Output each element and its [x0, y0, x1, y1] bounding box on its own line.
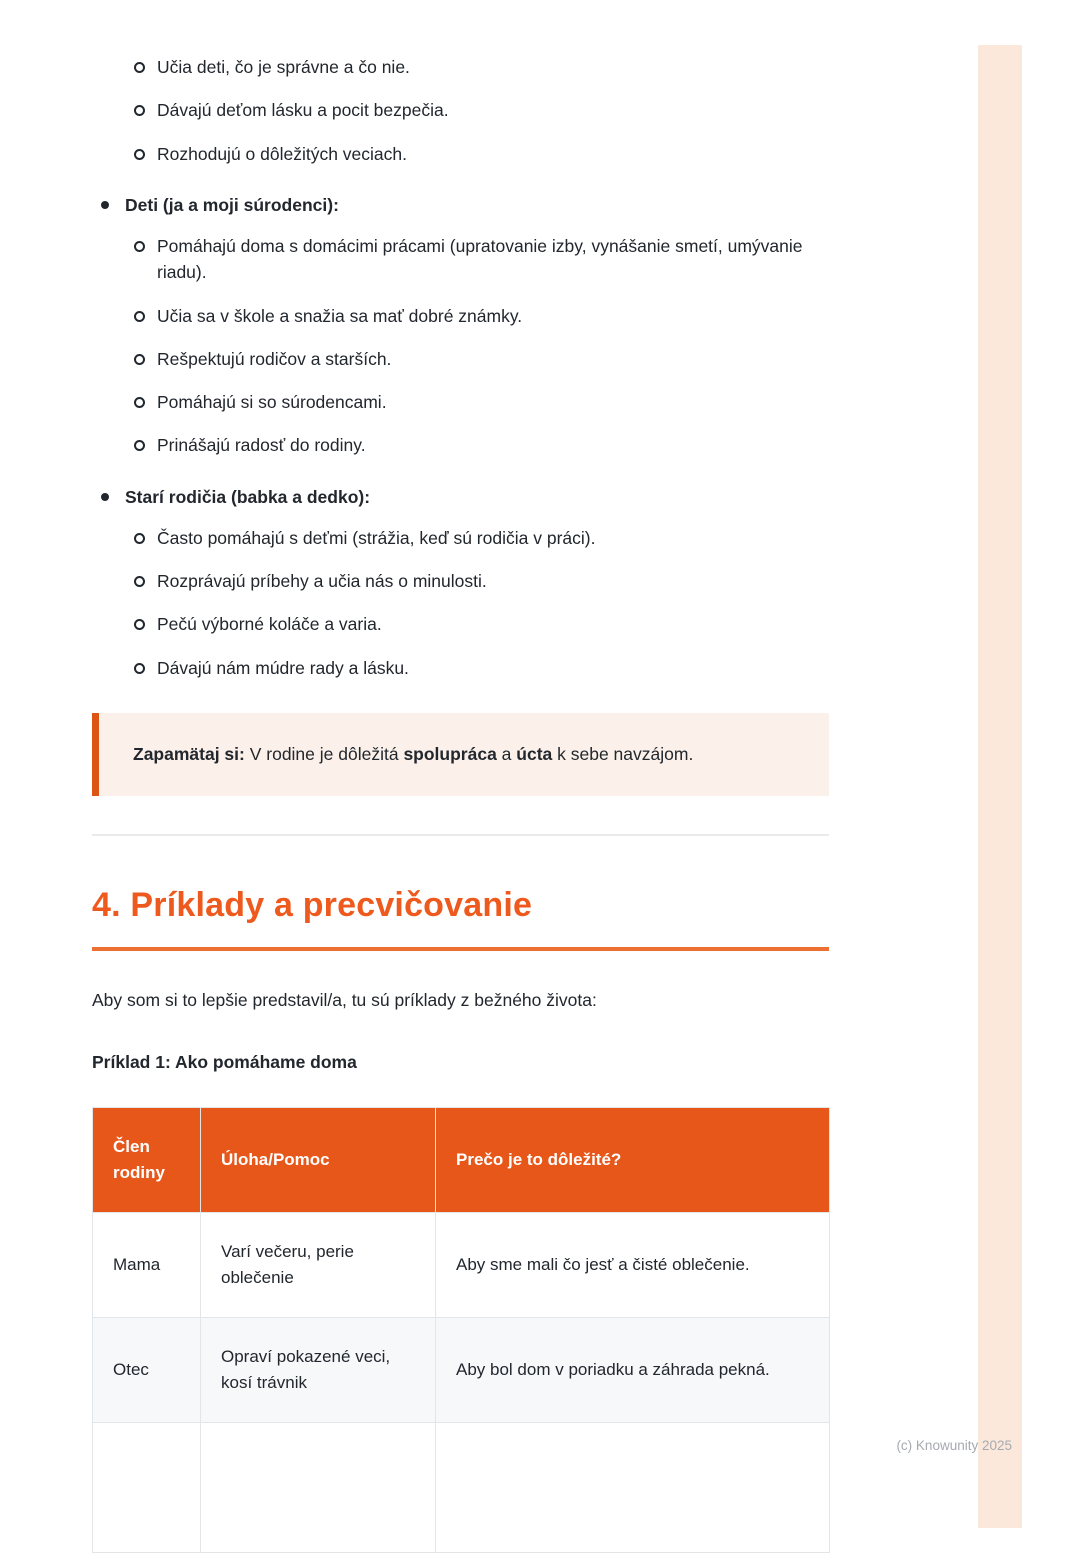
list-item: Dávajú nám múdre rady a lásku. — [92, 655, 829, 681]
table-header-cell: Prečo je to dôležité? — [436, 1108, 830, 1213]
callout-text-part: a — [496, 743, 517, 764]
callout-text — [133, 740, 795, 769]
callout-note — [92, 713, 829, 796]
list-item: Učia deti, čo je správne a čo nie. — [92, 54, 829, 80]
list-item: Učia sa v škole a snažia sa mať dobré známky. — [92, 303, 829, 329]
sublist-children-roles — [92, 233, 829, 459]
list-item: Dávajú deťom lásku a pocit bezpečia. — [92, 97, 829, 123]
right-margin-stripe — [978, 45, 1022, 1528]
table-row — [93, 1213, 830, 1318]
list-group-title-children: Deti (ja a moji súrodenci): — [92, 192, 829, 218]
table-row — [93, 1318, 830, 1423]
table-header-row — [93, 1108, 830, 1213]
list-item: Rešpektujú rodičov a starších. — [92, 346, 829, 372]
table-cell-task: Varí večeru, perie oblečenie — [201, 1213, 436, 1318]
heading-underline — [92, 947, 829, 951]
callout-bold-part: spolupráca — [403, 743, 497, 764]
table-cell-why: Aby sme mali čo jesť a čisté oblečenie. — [436, 1213, 830, 1318]
table-header-cell: Úloha/Pomoc — [201, 1108, 436, 1213]
list-item: Pomáhajú si so súrodencami. — [92, 389, 829, 415]
section-heading: 4. Príklady a precvičovanie — [92, 885, 533, 924]
table-row — [93, 1423, 830, 1553]
table-cell-member — [93, 1423, 201, 1553]
example-heading: Príklad 1: Ako pomáhame doma — [92, 1051, 357, 1072]
table-cell-task: Opraví pokazené veci, kosí trávnik — [201, 1318, 436, 1423]
list-item: Rozhodujú o dôležitých veciach. — [92, 141, 829, 167]
callout-label: Zapamätaj si: — [133, 743, 245, 764]
footer-copyright: (c) Knowunity 2025 — [896, 1438, 1012, 1453]
document-content — [92, 54, 829, 1553]
table-cell-why: Aby bol dom v poriadku a záhrada pekná. — [436, 1318, 830, 1423]
list-item: Prinášajú radosť do rodiny. — [92, 432, 829, 458]
table-cell-member: Otec — [93, 1318, 201, 1423]
example-table — [92, 1107, 830, 1553]
list-item: Pečú výborné koláče a varia. — [92, 611, 829, 637]
list-item: Často pomáhajú s deťmi (strážia, keď sú rodičia v práci). — [92, 525, 829, 551]
callout-text-part: k sebe navzájom. — [552, 743, 694, 764]
table-cell-member: Mama — [93, 1213, 201, 1318]
section-intro: Aby som si to lepšie predstavil/a, tu sú príklady z bežného života: — [92, 989, 597, 1010]
list-group-title-grandparents: Starí rodičia (babka a dedko): — [92, 484, 829, 510]
table-cell-task — [201, 1423, 436, 1553]
list-item: Rozprávajú príbehy a učia nás o minulosti. — [92, 568, 829, 594]
sublist-grandparents-roles — [92, 525, 829, 681]
section-divider — [92, 834, 829, 836]
callout-text-part: V rodine je dôležitá — [244, 743, 404, 764]
list-item: Pomáhajú doma s domácimi prácami (upratovanie izby, vynášanie smetí, umývanie riadu). — [92, 233, 829, 286]
callout-bold-part: úcta — [516, 743, 553, 764]
sublist-parents-roles — [92, 54, 829, 167]
table-header-cell: Člen rodiny — [93, 1108, 201, 1213]
table-cell-why — [436, 1423, 830, 1553]
